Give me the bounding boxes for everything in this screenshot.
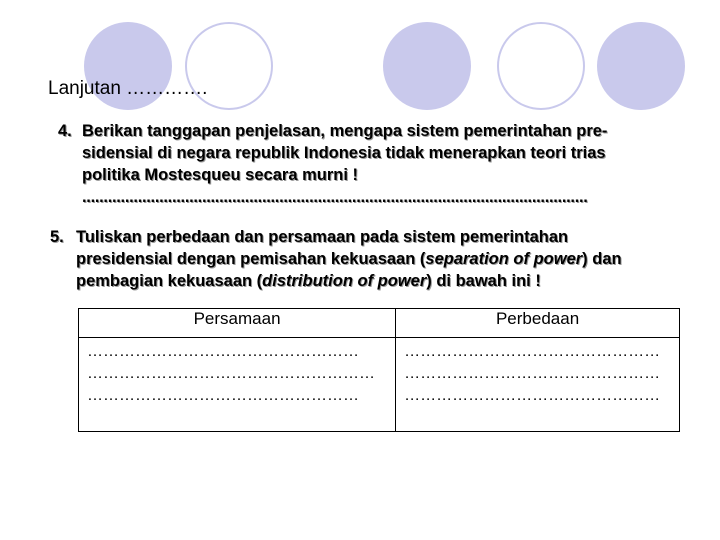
- persamaan-answer-cell[interactable]: [79, 338, 396, 432]
- decor-circle-5: [597, 22, 685, 110]
- perbedaan-answer-cell[interactable]: [396, 338, 680, 432]
- question-5-line-2a: presidensial dengan pemisahan kekuasaan (: [76, 250, 426, 268]
- answer-dots-line: ......................................................................................................................: [82, 188, 588, 206]
- question-5-number: 5.: [50, 228, 64, 246]
- comparison-table: [78, 308, 680, 432]
- dots-line: …………………………………………: [404, 343, 661, 360]
- term-distribution-of-power: distribution of power: [262, 272, 427, 290]
- question-4-line-3: politika Mostesqueu secara murni !: [82, 166, 358, 184]
- question-4: [58, 120, 698, 208]
- dots-line: ……………………………………………: [87, 387, 359, 404]
- dots-line: …………………………………………: [404, 365, 661, 382]
- dots-line: ……………………………………………: [87, 343, 359, 360]
- question-4-line-1: Berikan tanggapan penjelasan, mengapa sistem pemerintahan pre-: [82, 122, 608, 140]
- question-5-line-3: [76, 270, 700, 292]
- decor-circle-3: [383, 22, 471, 110]
- question-4-number: 4.: [58, 122, 72, 140]
- dots-line: …………………………………………: [404, 387, 661, 404]
- dots-line: ………………………………………………: [87, 365, 375, 382]
- question-5-line-3a: pembagian kekuasaan (: [76, 272, 263, 290]
- question-4-line-2: sidensial di negara republik Indonesia tidak menerapkan teori trias: [82, 144, 606, 162]
- decor-circle-4: [497, 22, 585, 110]
- question-5-line-3b: ) di bawah ini !: [426, 272, 541, 290]
- question-5: [50, 226, 700, 292]
- header-persamaan: Persamaan: [79, 309, 396, 338]
- table-header-row: [79, 309, 680, 338]
- term-separation-of-power: separation of power: [425, 250, 583, 268]
- question-5-line-2: [76, 248, 700, 270]
- header-perbedaan: Perbedaan: [396, 309, 680, 338]
- table-row: [79, 338, 680, 432]
- question-5-line-2b: ) dan: [582, 250, 622, 268]
- page-heading: Lanjutan ………….: [48, 78, 208, 99]
- question-5-line-1: Tuliskan perbedaan dan persamaan pada sistem pemerintahan: [76, 228, 569, 246]
